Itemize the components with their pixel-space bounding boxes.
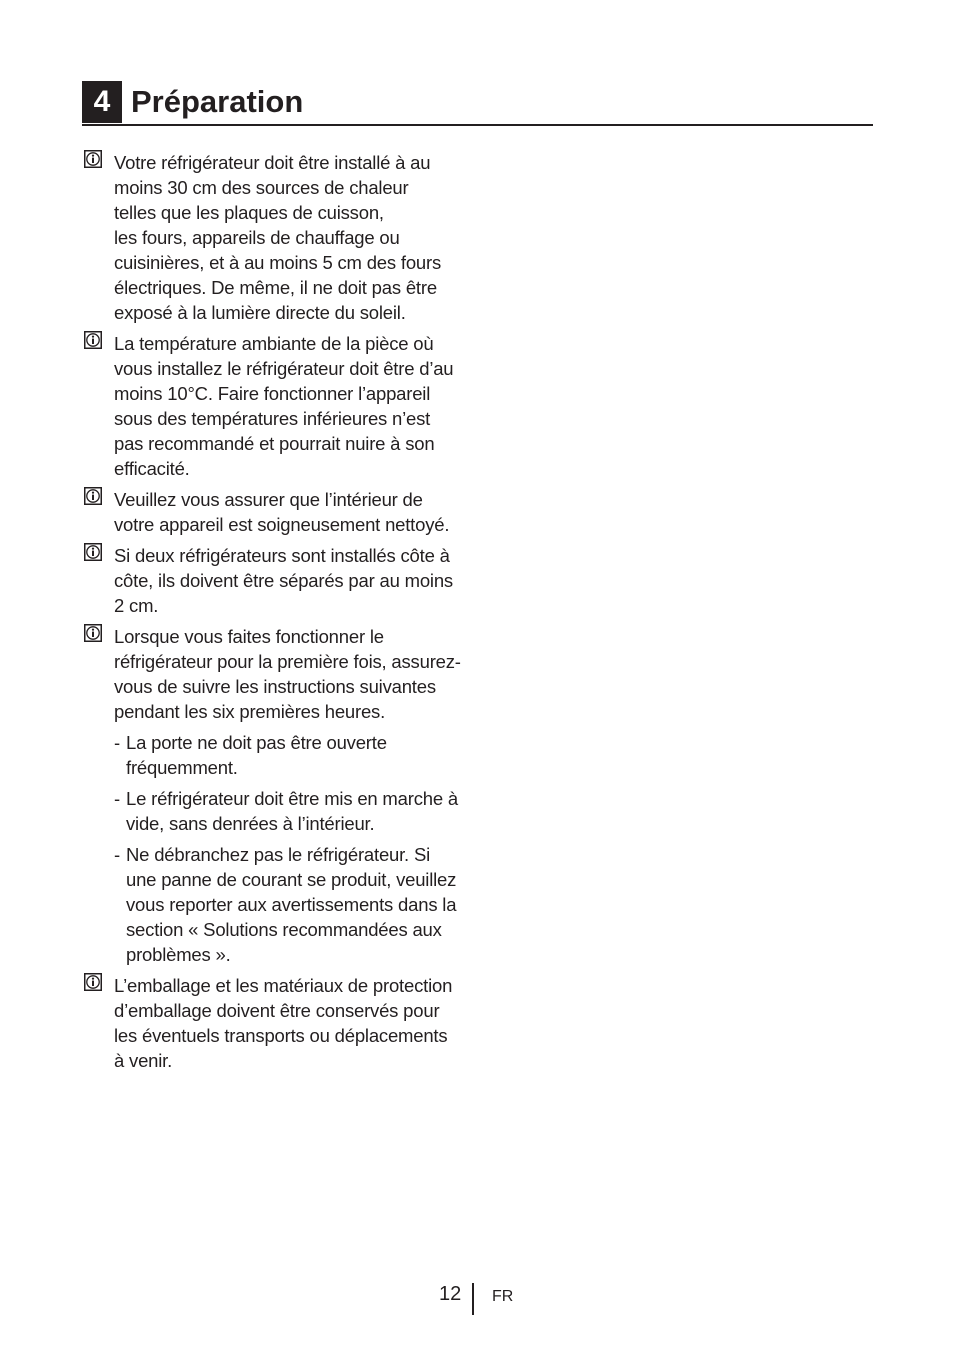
info-note (82, 150, 472, 325)
sub-item-text-line: vide, sans denrées à l’intérieur. (126, 813, 375, 834)
dash-bullet: - (114, 732, 120, 753)
note-text-line: pendant les six premières heures. (114, 701, 386, 722)
note-text-line: Lorsque vous faites fonctionner le (114, 626, 384, 647)
sub-item-text-line: section « Solutions recommandées aux (126, 919, 442, 940)
info-note (82, 543, 472, 618)
note-text-line: sous des températures inférieures n’est (114, 408, 431, 429)
notes-list (82, 150, 472, 1079)
page-footer (0, 1281, 954, 1315)
note-text-line: côte, ils doivent être séparés par au moins (114, 570, 453, 591)
note-text-line: vous installez le réfrigérateur doit être d’au (114, 358, 454, 379)
note-text-line: telles que les plaques de cuisson, (114, 202, 384, 223)
info-note (82, 331, 472, 481)
note-text-line: vous de suivre les instructions suivantes (114, 676, 436, 697)
sub-item-text-line: une panne de courant se produit, veuillez (126, 869, 457, 890)
instruction-sub-item (114, 730, 472, 780)
note-text-line: cuisinières, et à au moins 5 cm des fours (114, 252, 442, 273)
section-title: Préparation (131, 84, 304, 119)
note-text-line: électriques. De même, il ne doit pas être (114, 277, 437, 298)
info-icon (84, 543, 102, 561)
info-icon (84, 624, 102, 642)
note-text-line: exposé à la lumière directe du soleil. (114, 302, 406, 323)
sub-item-text-line: vous reporter aux avertissements dans la (126, 894, 457, 915)
note-text-line: Veuillez vous assurer que l’intérieur de (114, 489, 423, 510)
footer-divider (472, 1283, 474, 1315)
note-text-line: réfrigérateur pour la première fois, assurez- (114, 651, 461, 672)
dash-bullet: - (114, 844, 120, 865)
note-text-line: les fours, appareils de chauffage ou (114, 227, 400, 248)
note-text-line: La température ambiante de la pièce où (114, 333, 434, 354)
note-text-line: moins 30 cm des sources de chaleur (114, 177, 409, 198)
note-text-line: L’emballage et les matériaux de protection (114, 975, 453, 996)
section-number: 4 (82, 81, 122, 123)
note-text-line: moins 10°C. Faire fonctionner l’appareil (114, 383, 431, 404)
dash-bullet: - (114, 788, 120, 809)
note-text-line: votre appareil est soigneusement nettoyé. (114, 514, 450, 535)
instruction-sub-item (114, 842, 472, 967)
info-note (82, 973, 472, 1073)
note-text-line: Si deux réfrigérateurs sont installés côte à (114, 545, 450, 566)
note-text-line: efficacité. (114, 458, 190, 479)
sub-item-text-line: La porte ne doit pas être ouverte (126, 732, 387, 753)
note-text-line: Votre réfrigérateur doit être installé à au (114, 152, 431, 173)
info-icon (84, 331, 102, 349)
info-note (82, 487, 472, 537)
note-text-line: 2 cm. (114, 595, 159, 616)
info-icon (84, 487, 102, 505)
language-code: FR (492, 1288, 514, 1305)
note-text-line: pas recommandé et pourrait nuire à son (114, 433, 435, 454)
info-icon (84, 973, 102, 991)
sub-item-text-line: Ne débranchez pas le réfrigérateur. Si (126, 844, 430, 865)
instruction-sub-item (114, 786, 472, 836)
note-text-line: à venir. (114, 1050, 173, 1071)
info-icon (84, 150, 102, 168)
note-text-line: les éventuels transports ou déplacements (114, 1025, 448, 1046)
note-text-line: d’emballage doivent être conservés pour (114, 1000, 440, 1021)
section-header (82, 81, 873, 126)
info-note (82, 624, 472, 967)
sub-item-text-line: Le réfrigérateur doit être mis en marche à (126, 788, 458, 809)
sub-item-text-line: problèmes ». (126, 944, 231, 965)
instruction-sub-list (114, 730, 472, 967)
sub-item-text-line: fréquemment. (126, 757, 238, 778)
page-number: 12 (439, 1283, 462, 1305)
